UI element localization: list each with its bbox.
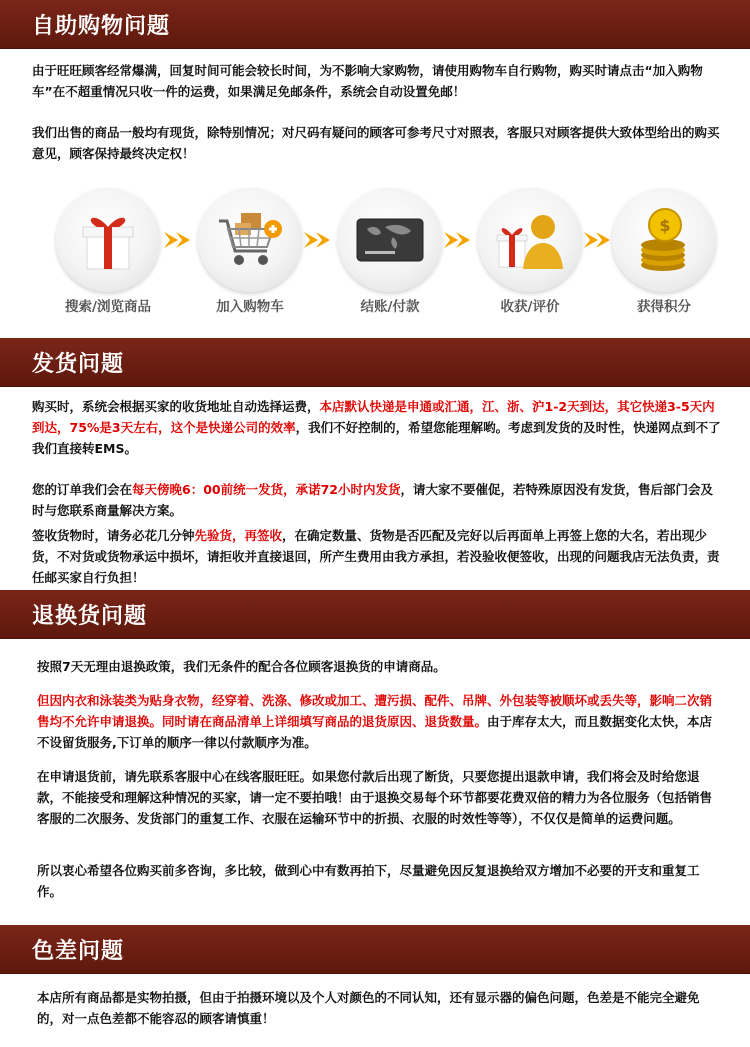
gift-icon: [73, 205, 143, 275]
step-earn-points: [612, 188, 716, 292]
section-header-color-difference: [0, 925, 750, 974]
step-add-to-cart: [198, 188, 302, 292]
purchase-steps: [0, 183, 750, 323]
step-search: [56, 188, 160, 292]
section-header-returns: [0, 590, 750, 639]
arrow-right-icon: [304, 228, 334, 252]
arrow-right-icon: [164, 228, 194, 252]
arrow-right-icon: [584, 228, 614, 252]
section-title: 自助购物问题: [32, 14, 171, 39]
color-difference-paragraph: 本店所有商品都是实物拍摄，但由于拍摄环境以及个人对颜色的不同认知，还有显示器的偏色问题，色差是不能完全避免的，对一点色差都不能容忍的顾客请慎重！: [37, 990, 700, 1026]
shopping-cart-icon: [215, 205, 285, 275]
gold-coins-icon: [629, 205, 699, 275]
step-receive-review: [478, 188, 582, 292]
step-label: 搜索/浏览商品: [65, 299, 151, 315]
returns-paragraph-4: 所以衷心希望各位购买前多咨询，多比较，做到心中有数再拍下，尽量避免因反复退换给双方增加不必要的开支和重复工作。: [37, 863, 700, 899]
section-header-self-service: [0, 0, 750, 49]
step-label: 获得积分: [637, 299, 691, 315]
svg-text:$: $: [659, 216, 671, 235]
step-label: 结账/付款: [360, 299, 420, 315]
returns-paragraph-3: 在申请退货前，请先联系客服中心在线客服旺旺。如果您付款后出现了断货，只要您提出退款申请，我们将会及时给您退款，不能接受和理解这种情况的买家，请一定不要拍哦！由于退换交易每个环节都要花费双倍的精力为各位服务（包括销售客服的二次服务、发货部门的重复工作、衣服在运输环节中的折损、衣服的时效性等等），不仅仅是简单的运费问题。: [37, 769, 713, 826]
arrow-right-icon: [444, 228, 474, 252]
section-title: 色差问题: [32, 939, 125, 964]
returns-paragraph-1: 按照7天无理由退换政策，我们无条件的配合各位顾客退换货的申请商品。: [37, 659, 446, 674]
self-service-paragraph-2: 我们出售的商品一般均有现货，除特别情况；对尺码有疑问的顾客可参考尺寸对照表，客服只对顾客提供大致体型给出的购买意见，顾客保持最终决定权！: [32, 125, 720, 161]
step-checkout: [338, 188, 442, 292]
step-label: 加入购物车: [216, 299, 284, 315]
section-title: 发货问题: [32, 352, 125, 377]
shipping-paragraph-1: 购买时，系统会根据买家的收货地址自动选择运费，本店默认快递是申通或汇通，江、浙、沪1-2天到达，其它快递3-5天内到达，75%是3天左右，这个是快递公司的效率，我们不好控制的，希望您能理解哟。考虑到发货的及时性，快递网点到不了我们直接转EMS。: [32, 399, 721, 456]
gift-person-icon: [495, 205, 565, 275]
step-label: 收获/评价: [500, 299, 560, 315]
shipping-paragraph-3: 签收货物时，请务必花几分钟先验货，再签收，在确定数量、货物是否匹配及完好以后再面单上再签上您的大名，若出现少货，不对货或货物承运中损坏，请拒收并直接退回，所产生费用由我方承担，若没验收便签收，出现的问题我店无法负责，责任邮买家自行负担！: [32, 528, 720, 585]
shipping-paragraph-2: 您的订单我们会在每天傍晚6：00前统一发货，承诺72小时内发货，请大家不要催促，若特殊原因没有发货，售后部门会及时与您联系商量解决方案。: [32, 482, 714, 518]
section-header-shipping: [0, 338, 750, 387]
section-title: 退换货问题: [32, 604, 148, 629]
self-service-paragraph-1: 由于旺旺顾客经常爆满，回复时间可能会较长时间，为不影响大家购物，请使用购物车自行购物，购买时请点击“加入购物车”在不超重情况只收一件的运费，如果满足免邮条件，系统会自动设置免邮！: [32, 63, 703, 99]
returns-paragraph-2: 但因内衣和泳装类为贴身衣物，经穿着、洗涤、修改或加工、遭污损、配件、吊牌、外包装等被顺坏或丢失等，影响二次销售均不允许申请退换。同时请在商品清单上详细填写商品的退货原因、退货数量。由于库存太大，而且数据变化太快，本店不设留货服务,下订单的顺序一律以付款顺序为准。: [37, 693, 713, 750]
credit-card-icon: [355, 205, 425, 275]
